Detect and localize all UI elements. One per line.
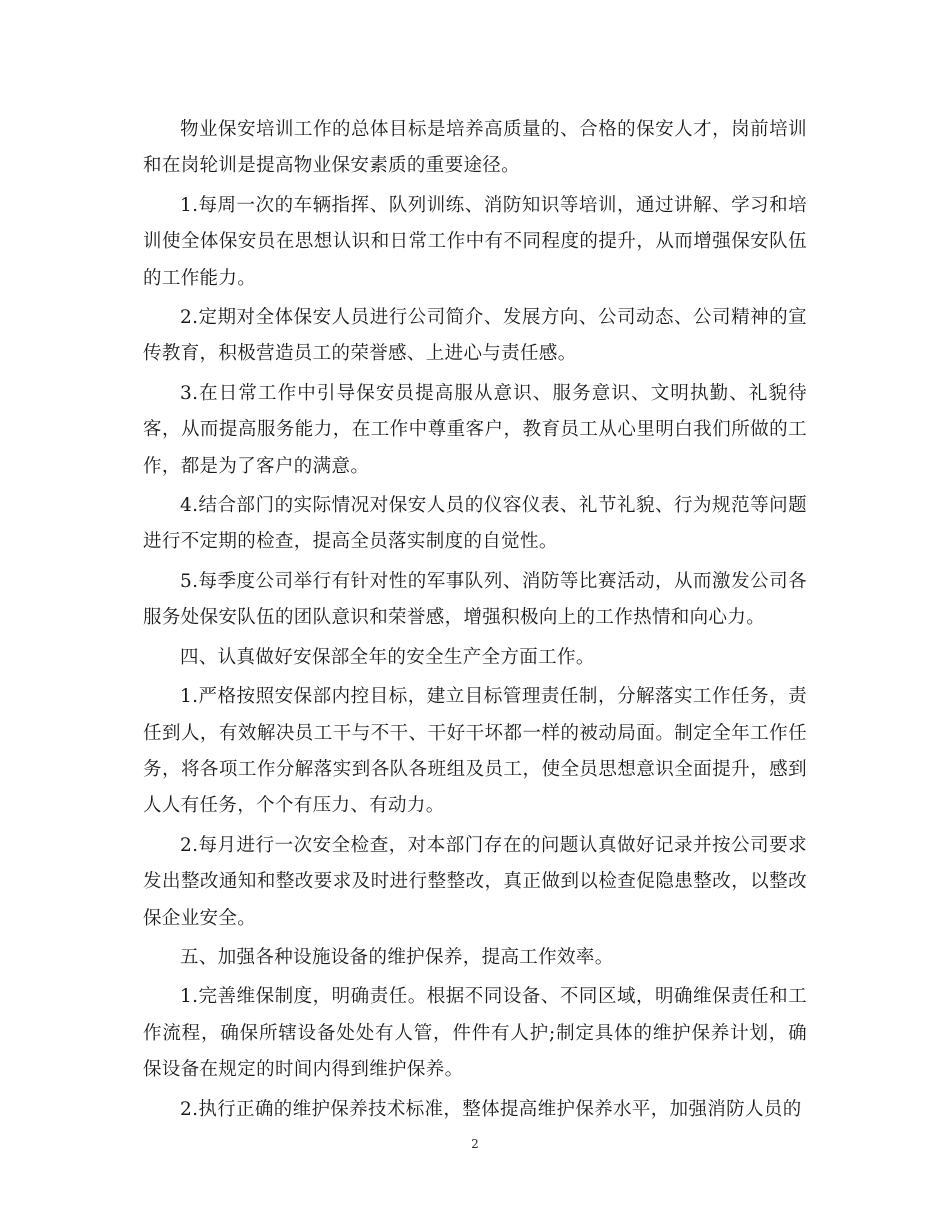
paragraph-item-1-weekly-training: 1.每周一次的车辆指挥、队列训练、消防知识等培训，通过讲解、学习和培训使全体保安员在思想认识和日常工作中有不同程度的提升，从而增强保安队伍的工作能力。 bbox=[143, 194, 807, 289]
paragraph-item-3-service-awareness: 3.在日常工作中引导保安员提高服从意识、服务意识、文明执勤、礼貌待客，从而提高服务能力，在工作中尊重客户，教育员工从心里明白我们所做的工作，都是为了客户的满意。 bbox=[143, 382, 807, 477]
paragraph-item-2-company-education: 2.定期对全体保安人员进行公司简介、发展方向、公司动态、公司精神的宣传教育，积极营造员工的荣誉感、上进心与责任感。 bbox=[143, 307, 807, 365]
paragraph-section5-item-2: 2.执行正确的维护保养技术标准，整体提高维护保养水平，加强消防人员的 bbox=[180, 1098, 802, 1120]
paragraph-item-5-competitions: 5.每季度公司举行有针对性的军事队列、消防等比赛活动，从而激发公司各服务处保安队伍的团队意识和荣誉感，增强积极向上的工作热情和向心力。 bbox=[143, 570, 807, 629]
paragraph-item-4-inspection: 4.结合部门的实际情况对保安人员的仪容仪表、礼节礼貌、行为规范等问题进行不定期的检查，提高全员落实制度的自觉性。 bbox=[143, 495, 807, 553]
paragraph-intro: 物业保安培训工作的总体目标是培养高质量的、合格的保安人才，岗前培训和在岗轮训是提高物业保安素质的重要途径。 bbox=[143, 119, 807, 177]
section-heading-4: 四、认真做好安保部全年的安全生产全方面工作。 bbox=[180, 646, 595, 668]
paragraph-section4-item-1: 1.严格按照安保部内控目标，建立目标管理责任制，分解落实工作任务，责任到人，有效解决员工干与不干、干好干坏都一样的被动局面。制定全年工作任务，将各项工作分解落实到各队各班组及员工，使全员思想意识全面提升，感到人人有任务，个个有压力、有动力。 bbox=[143, 686, 807, 817]
page-number: 2 bbox=[471, 1137, 479, 1151]
document-body bbox=[143, 112, 807, 1131]
paragraph-section5-item-1: 1.完善维保制度，明确责任。根据不同设备、不同区域，明确维保责任和工作流程，确保所辖设备处处有人管，件件有人护;制定具体的维护保养计划，确保设备在规定的时间内得到维护保养。 bbox=[143, 986, 807, 1081]
section-heading-5: 五、加强各种设施设备的维护保养，提高工作效率。 bbox=[180, 946, 614, 968]
paragraph-section4-item-2: 2.每月进行一次安全检查，对本部门存在的问题认真做好记录并按公司要求发出整改通知和整改要求及时进行整整改，真正做到以检查促隐患整改，以整改保企业安全。 bbox=[143, 834, 807, 929]
